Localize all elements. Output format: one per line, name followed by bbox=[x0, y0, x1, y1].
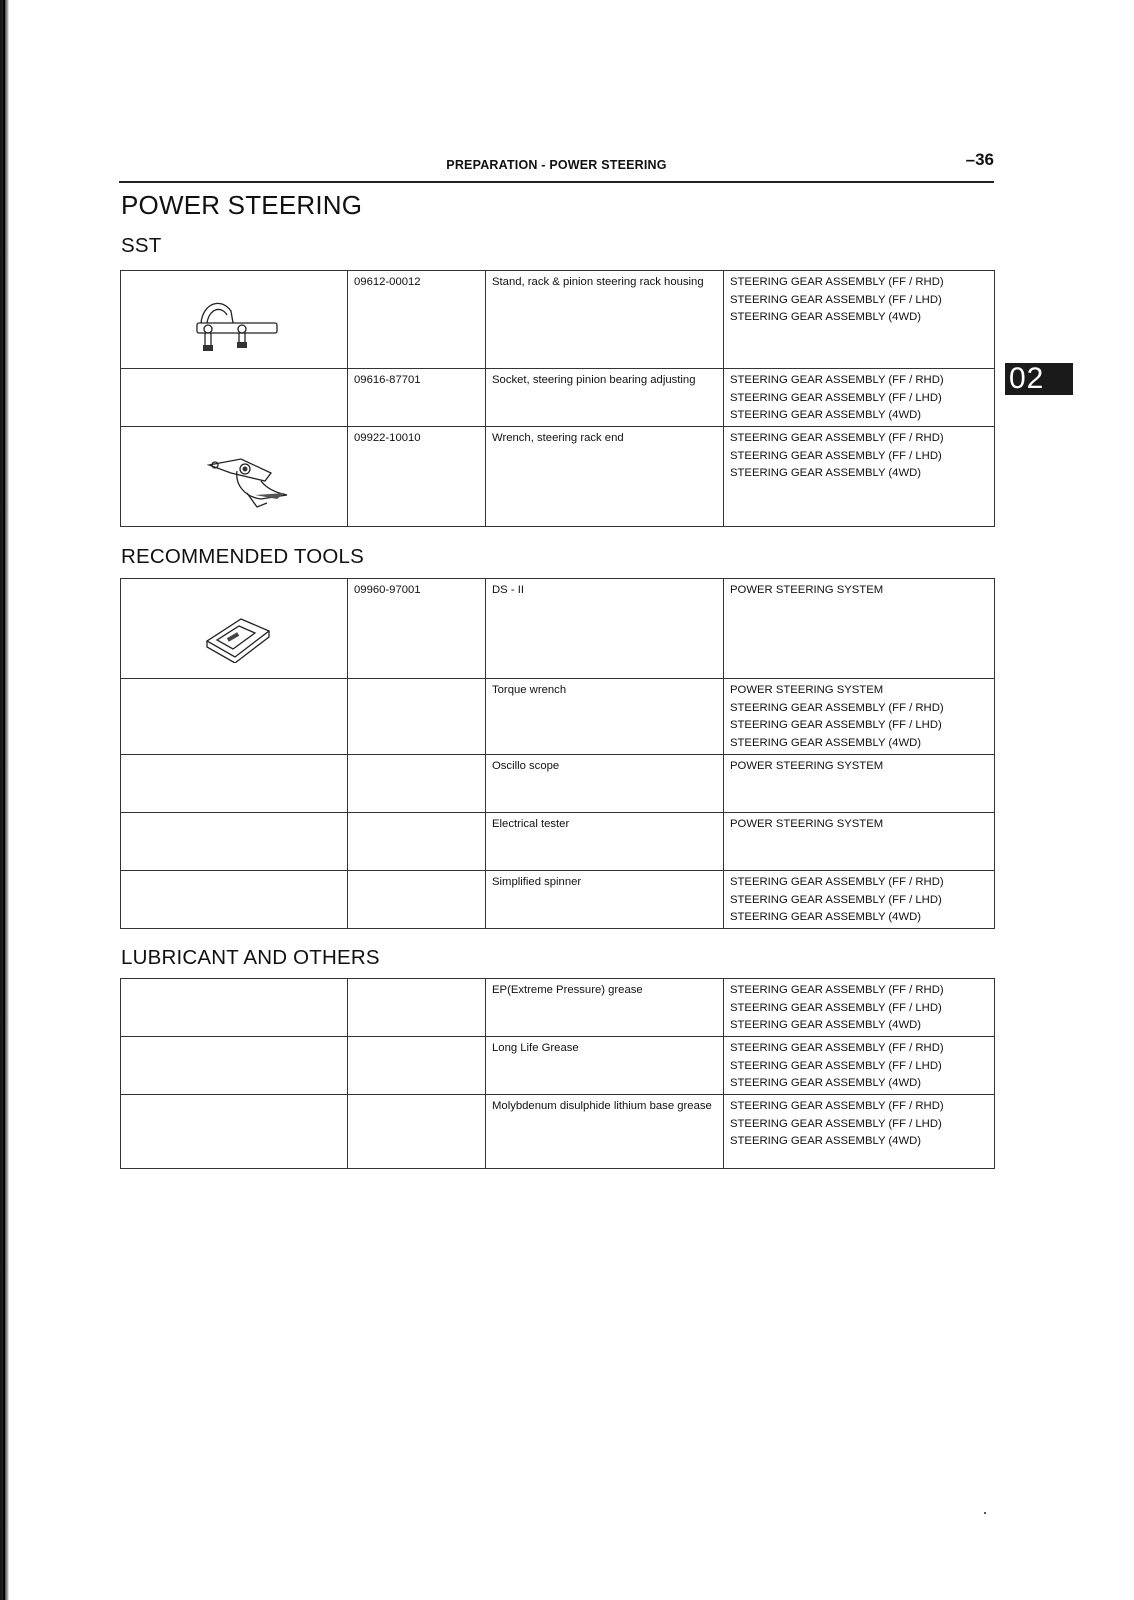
header-title: PREPARATION - POWER STEERING bbox=[446, 158, 667, 172]
part-number bbox=[348, 813, 486, 871]
tool-image-cell bbox=[121, 979, 348, 1037]
part-number: 09922-10010 bbox=[348, 427, 486, 527]
tool-image-cell bbox=[121, 427, 348, 527]
table-row bbox=[121, 271, 995, 369]
applications-cell bbox=[724, 679, 995, 755]
application-item: STEERING GEAR ASSEMBLY (FF / LHD) bbox=[730, 893, 942, 906]
applications-cell bbox=[724, 1095, 995, 1169]
scan-speck bbox=[984, 1512, 986, 1514]
tool-name: Electrical tester bbox=[486, 813, 724, 871]
tool-name: Simplified spinner bbox=[486, 871, 724, 929]
tool-image-cell bbox=[121, 813, 348, 871]
tool-image-cell bbox=[121, 755, 348, 813]
tool-image-cell bbox=[121, 679, 348, 755]
lubricant-name: EP(Extreme Pressure) grease bbox=[486, 979, 724, 1037]
application-item: STEERING GEAR ASSEMBLY (4WD) bbox=[730, 1135, 922, 1148]
application-item: STEERING GEAR ASSEMBLY (FF / RHD) bbox=[730, 1100, 944, 1112]
part-number bbox=[348, 755, 486, 813]
application-item: STEERING GEAR ASSEMBLY (FF / LHD) bbox=[730, 1001, 942, 1014]
table-row bbox=[121, 871, 995, 929]
applications-cell bbox=[724, 579, 995, 679]
tool-image-cell bbox=[121, 1037, 348, 1095]
table-row bbox=[121, 679, 995, 755]
tool-image-cell bbox=[121, 271, 348, 369]
lubricant-heading: LUBRICANT AND OTHERS bbox=[121, 946, 380, 969]
application-item: STEERING GEAR ASSEMBLY (4WD) bbox=[730, 1077, 922, 1090]
application-item: STEERING GEAR ASSEMBLY (4WD) bbox=[730, 467, 922, 480]
page-binding-line bbox=[3, 0, 5, 1600]
tool-name: Stand, rack & pinion steering rack housing bbox=[486, 271, 724, 369]
application-item: STEERING GEAR ASSEMBLY (FF / LHD) bbox=[730, 1117, 942, 1130]
application-item: STEERING GEAR ASSEMBLY (4WD) bbox=[730, 911, 922, 924]
part-number: 09612-00012 bbox=[348, 271, 486, 369]
part-number: 09616-87701 bbox=[348, 369, 486, 427]
lubricant-table bbox=[120, 978, 995, 1169]
lubricant-name: Long Life Grease bbox=[486, 1037, 724, 1095]
table-row bbox=[121, 979, 995, 1037]
tool-name: Torque wrench bbox=[486, 679, 724, 755]
lubricant-name: Molybdenum disulphide lithium base grease bbox=[486, 1095, 724, 1169]
applications-cell bbox=[724, 755, 995, 813]
page-number: –36 bbox=[965, 150, 994, 169]
application-item: STEERING GEAR ASSEMBLY (FF / LHD) bbox=[730, 1059, 942, 1072]
application-item: STEERING GEAR ASSEMBLY (4WD) bbox=[730, 311, 922, 324]
application-item: STEERING GEAR ASSEMBLY (FF / RHD) bbox=[730, 876, 944, 888]
application-item: STEERING GEAR ASSEMBLY (FF / RHD) bbox=[730, 374, 944, 386]
application-item: STEERING GEAR ASSEMBLY (FF / RHD) bbox=[730, 984, 944, 996]
tool-image-cell bbox=[121, 1095, 348, 1169]
tool-name: Wrench, steering rack end bbox=[486, 427, 724, 527]
table-row bbox=[121, 755, 995, 813]
table-row bbox=[121, 369, 995, 427]
applications-cell bbox=[724, 871, 995, 929]
part-number bbox=[348, 1095, 486, 1169]
part-number bbox=[348, 871, 486, 929]
application-item: STEERING GEAR ASSEMBLY (FF / RHD) bbox=[730, 432, 944, 444]
application-item: POWER STEERING SYSTEM bbox=[730, 684, 884, 696]
diagnostic-tester-icon bbox=[201, 613, 275, 663]
application-item: STEERING GEAR ASSEMBLY (FF / LHD) bbox=[730, 293, 942, 306]
application-item: POWER STEERING SYSTEM bbox=[730, 818, 884, 830]
part-number: 09960-97001 bbox=[348, 579, 486, 679]
sst-table bbox=[120, 270, 995, 527]
applications-cell bbox=[724, 427, 995, 527]
part-number bbox=[348, 979, 486, 1037]
applications-cell bbox=[724, 813, 995, 871]
page-header bbox=[119, 145, 994, 183]
application-item: STEERING GEAR ASSEMBLY (FF / LHD) bbox=[730, 449, 942, 462]
sst-heading: SST bbox=[121, 234, 162, 257]
part-number bbox=[348, 679, 486, 755]
page-title: POWER STEERING bbox=[121, 190, 363, 220]
application-item: STEERING GEAR ASSEMBLY (4WD) bbox=[730, 736, 922, 749]
tool-image-cell bbox=[121, 871, 348, 929]
recommended-tools-heading: RECOMMENDED TOOLS bbox=[121, 545, 364, 568]
application-item: STEERING GEAR ASSEMBLY (FF / RHD) bbox=[730, 276, 944, 288]
application-item: STEERING GEAR ASSEMBLY (FF / LHD) bbox=[730, 391, 942, 404]
tool-name: Socket, steering pinion bearing adjusting bbox=[486, 369, 724, 427]
table-row bbox=[121, 1095, 995, 1169]
applications-cell bbox=[724, 1037, 995, 1095]
tool-image-cell bbox=[121, 369, 348, 427]
application-item: STEERING GEAR ASSEMBLY (4WD) bbox=[730, 409, 922, 422]
rack-housing-stand-icon bbox=[189, 289, 281, 357]
application-item: POWER STEERING SYSTEM bbox=[730, 584, 884, 596]
tool-name: DS - II bbox=[486, 579, 724, 679]
applications-cell bbox=[724, 271, 995, 369]
applications-cell bbox=[724, 369, 995, 427]
rack-end-wrench-icon bbox=[201, 453, 301, 511]
application-item: STEERING GEAR ASSEMBLY (FF / RHD) bbox=[730, 1042, 944, 1054]
recommended-tools-table bbox=[120, 578, 995, 929]
applications-cell bbox=[724, 979, 995, 1037]
section-tab: 02 bbox=[1005, 363, 1073, 395]
application-item: POWER STEERING SYSTEM bbox=[730, 760, 884, 772]
application-item: STEERING GEAR ASSEMBLY (FF / LHD) bbox=[730, 719, 942, 732]
table-row bbox=[121, 813, 995, 871]
part-number bbox=[348, 1037, 486, 1095]
table-row bbox=[121, 427, 995, 527]
table-row bbox=[121, 579, 995, 679]
tool-image-cell bbox=[121, 579, 348, 679]
application-item: STEERING GEAR ASSEMBLY (4WD) bbox=[730, 1019, 922, 1032]
table-row bbox=[121, 1037, 995, 1095]
application-item: STEERING GEAR ASSEMBLY (FF / RHD) bbox=[730, 701, 944, 714]
tool-name: Oscillo scope bbox=[486, 755, 724, 813]
